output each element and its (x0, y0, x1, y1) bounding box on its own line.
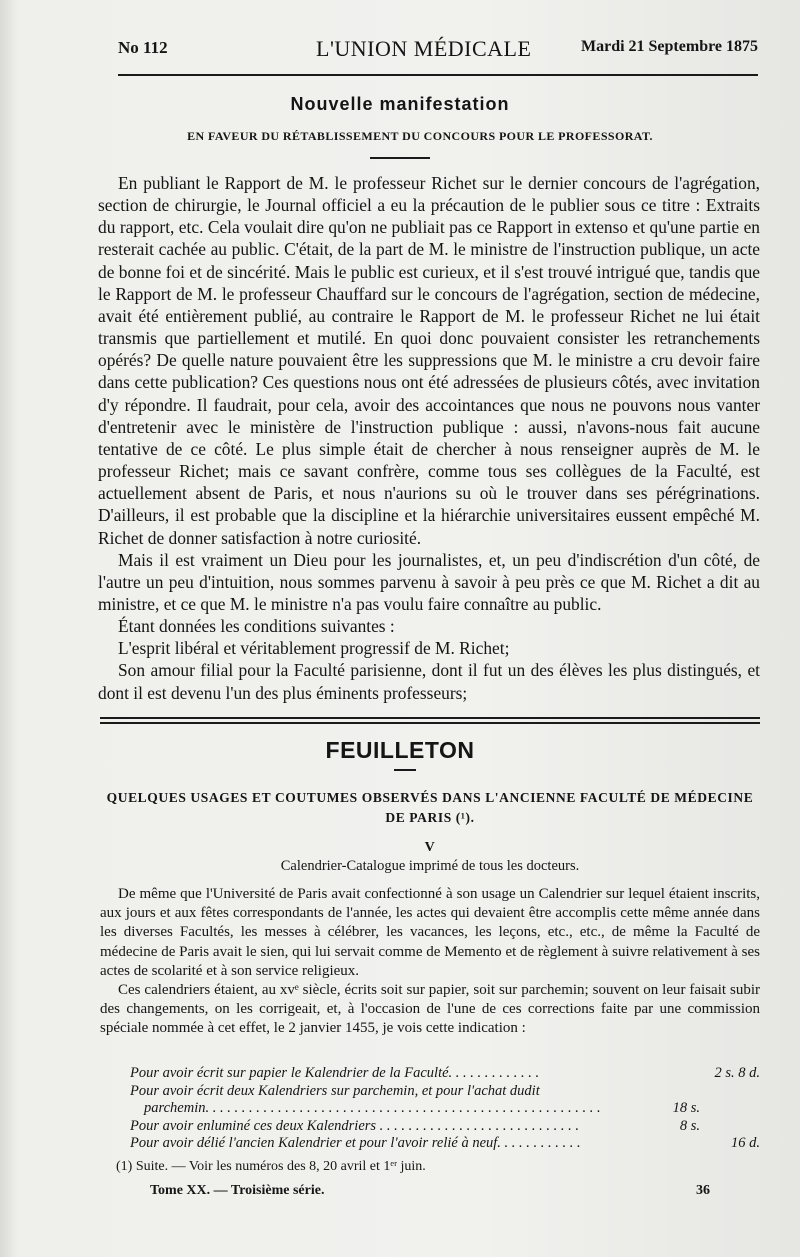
account-label: Pour avoir écrit deux Kalendriers sur parchemin, et pour l'achat dudit (130, 1082, 540, 1099)
feuilleton-subtitle (100, 788, 760, 828)
journal-title: L'UNION MÉDICALE (316, 36, 532, 61)
issue-date: Mardi 21 Septembre 1875 (580, 38, 758, 55)
article-subtitle: EN FAVEUR DU RÉTABLISSEMENT DU CONCOURS POUR LE PROFESSORAT. (187, 129, 653, 143)
feuilleton-subtitle-line: QUELQUES USAGES ET COUTUMES OBSERVÉS DANS L'ANCIENNE FACULTÉ DE MÉDECINE (106, 790, 754, 805)
accounts-list (130, 1065, 760, 1153)
article-title: Nouvelle manifestation (290, 94, 510, 114)
issue-number: No 112 (118, 38, 168, 57)
account-amount: 18 s. (672, 1100, 700, 1116)
account-label: Pour avoir enluminé ces deux Kalendriers . . . . . . . . . . . . . . . . . . . . . . . . . . . . (130, 1117, 580, 1134)
account-label: Pour avoir écrit sur papier le Kalendrier de la Faculté. . . . . . . . . . . . . (130, 1065, 540, 1081)
account-row (130, 1065, 760, 1083)
page-footer (150, 1183, 710, 1199)
account-row (130, 1135, 760, 1153)
account-row (130, 1100, 760, 1118)
feuilleton-paragraph: De même que l'Université de Paris avait confectionné à son usage un Calendrier sur lequel étaient inscrits, aux jours et aux fêtes correspondants de l'année, les actes qui devaient être accomplis cette même année dans les diverses Facultés, les messes à célébrer, les vacances, les leçons, etc., etc., de même la Faculté de médecine de Paris avait le sien, qui lui servait comme de Memento et de règlement à suivre relativement à ses actes de scolarité et à son service religieux. (100, 886, 760, 979)
article-paragraph: Étant données les conditions suivantes : (118, 616, 395, 637)
article-paragraph: Son amour filial pour la Faculté parisienne, dont il fut un des élèves les plus distingués, et dont il est devenu l'un des plus éminents professeurs; (98, 660, 760, 703)
account-amount: 2 s. 8 d. (714, 1065, 760, 1081)
account-amount: 8 s. (679, 1117, 700, 1134)
account-row (130, 1118, 760, 1136)
feuilleton-double-rule-top (100, 717, 760, 719)
section-title: Calendrier-Catalogue imprimé de tous les docteurs. (280, 858, 580, 874)
feuilleton-paragraph: Ces calendriers étaient, au xvᵉ siècle, écrits soit sur papier, soit sur parchemin; souvent on leur faisait subir des changements, on les corrigeait, et, à l'occasion de l'une de ces corrections faite par une commission spéciale nommée à cet effet, le 2 janvier 1455, je vois cette indication : (100, 982, 760, 1037)
account-label: Pour avoir délié l'ancien Kalendrier et pour l'avoir relié à neuf. . . . . . . . . . . . (130, 1135, 581, 1151)
feuilleton-double-rule-bottom (100, 722, 760, 724)
account-label: parchemin. . . . . . . . . . . . . . . . . . . . . . . . . . . . . . . . . . . . . . . . . . . . . . . . . . . . . . . (144, 1100, 601, 1116)
article-paragraph: Mais il est vraiment un Dieu pour les journalistes, et, un peu d'indiscrétion d'un côté, de l'autre un peu d'intuition, nous sommes parvenu à savoir à peu près ce que M. Richet a dit au ministre, et ce que M. le ministre n'a pas voulu faire connaître au public. (98, 549, 760, 614)
page-header (118, 34, 758, 60)
article-paragraph: L'esprit libéral et véritablement progressif de M. Richet; (118, 638, 510, 659)
account-amount: 16 d. (731, 1135, 760, 1151)
page-number: 36 (696, 1183, 710, 1198)
section-number: V (424, 840, 436, 855)
feuilleton-title: FEUILLETON (325, 737, 475, 763)
tome-label: Tome XX. — Troisième série. (150, 1183, 325, 1198)
feuilleton-underline (394, 769, 416, 771)
feuilleton-subtitle-line: DE PARIS (¹). (385, 810, 475, 825)
article-paragraph: En publiant le Rapport de M. le professeur Richet sur le dernier concours de l'agrégation, section de chirurgie, le Journal officiel a eu la précaution de le publier sous ce titre : Extraits du rapport, etc. Cela voulait dire qu'on ne publiait pas ce Rapport in extenso et qu'une partie en resterait cachée au public. C'était, de la part de M. le ministre de l'instruction publique, un acte de bonne foi et de sincérité. Mais le public est curieux, et il s'est trouvé intrigué que, tandis que le Rapport de M. le professeur Chauffard sur le concours de l'agrégation, section de médecine, avait été entièrement publié, au contraire le Rapport de M. le professeur Richet ne lui était transmis que partiellement et mutilé. En quoi donc pouvaient consister les retranchements opérés? De quelle nature pouvaient être les suppressions que M. le ministre a cru devoir faire dans cette publication? Ces questions nous ont été adressées de plusieurs côtés, avec invitation d'y répondre. Il faudrait, pour cela, avoir des accointances que nous ne pouvons nous vanter d'entretenir avec le ministère de l'instruction publique : aussi, n'avons-nous fait aucune tentative de ce côté. Le plus simple était de chercher à nous renseigner auprès de M. le professeur Richet; mais ce savant confrère, comme tous ses collègues de la Faculté, est actuellement absent de Paris, et nous n'aurions su où le trouver dans ses pérégrinations. D'ailleurs, il est probable que la discipline et la hiérarchie universitaires eussent empêché M. Richet de donner satisfaction à notre curiosité. (98, 173, 760, 548)
feuilleton-body (100, 885, 760, 1039)
account-row (130, 1083, 760, 1101)
header-rule (118, 74, 758, 76)
article-body (98, 172, 760, 704)
title-divider (370, 157, 430, 159)
footnote: (1) Suite. — Voir les numéros des 8, 20 avril et 1ᵉʳ juin. (116, 1159, 426, 1174)
